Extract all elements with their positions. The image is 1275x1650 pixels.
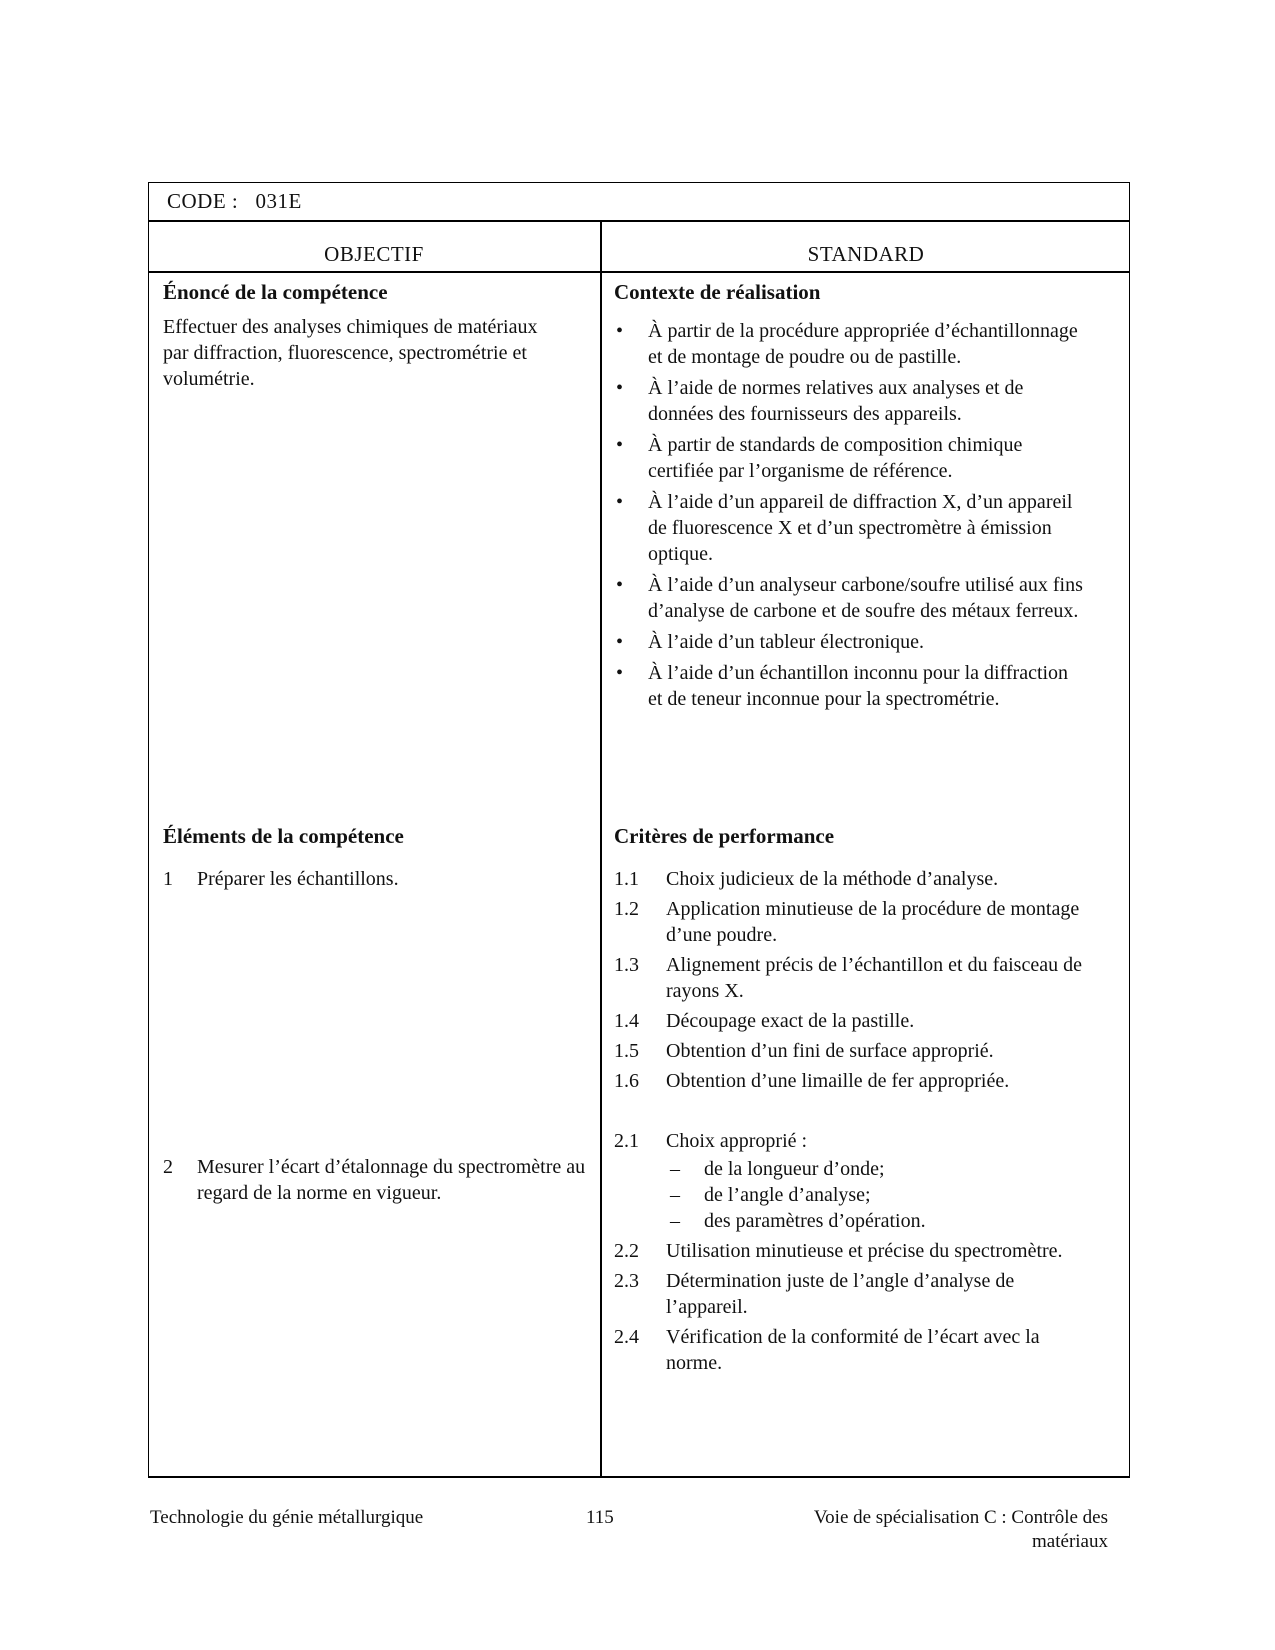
criterion	[614, 1038, 1119, 1064]
dash-icon: –	[670, 1158, 680, 1180]
list-item	[614, 489, 1084, 567]
criterion-text: Choix approprié :	[666, 1130, 808, 1152]
bullet-icon: •	[616, 574, 624, 596]
criterion	[614, 952, 1119, 1004]
criterion-number: 1.1	[614, 868, 639, 890]
element-item	[163, 866, 587, 892]
sub-list	[666, 1156, 1094, 1234]
element-item	[163, 1154, 597, 1206]
criterion-number: 2.1	[614, 1130, 639, 1152]
sub-item-text: de l’angle d’analyse;	[704, 1184, 871, 1206]
criterion-number: 1.2	[614, 898, 639, 920]
criterion-number: 1.4	[614, 1010, 639, 1032]
criterion-number: 1.6	[614, 1070, 639, 1092]
footer-specialization: Voie de spécialisation C : Contrôle des matériaux	[813, 1507, 1108, 1552]
elements-heading: Éléments de la compétence	[163, 824, 404, 848]
list-item-text: À l’aide d’un appareil de diffraction X, d’un appareil de fluorescence X et d’un spectromètre à émission optique.	[648, 491, 1073, 565]
criterion-text: Vérification de la conformité de l’écart avec la norme.	[666, 1326, 1040, 1374]
list-item	[614, 432, 1084, 484]
criterion	[614, 896, 1119, 948]
list-item-text: À l’aide d’un analyseur carbone/soufre utilisé aux fins d’analyse de carbone et de soufre des métaux ferreux.	[648, 574, 1083, 622]
criterion	[614, 1008, 1119, 1034]
contexte-heading: Contexte de réalisation	[614, 280, 821, 304]
element-text: Mesurer l’écart d’étalonnage du spectromètre au regard de la norme en vigueur.	[197, 1156, 586, 1204]
criteres-list-2	[614, 1128, 1094, 1380]
code-label: CODE :	[167, 189, 239, 213]
criterion-text: Utilisation minutieuse et précise du spectromètre.	[666, 1240, 1063, 1262]
sub-item	[666, 1156, 1094, 1182]
criterion-number: 2.2	[614, 1240, 639, 1262]
column-header-objectif: OBJECTIF	[324, 242, 424, 266]
criterion-text: Découpage exact de la pastille.	[666, 1010, 915, 1032]
list-item-text: À l’aide de normes relatives aux analyses et de données des fournisseurs des appareils.	[648, 377, 1024, 425]
column-divider	[600, 221, 602, 1478]
criteres-list-1	[614, 866, 1119, 1098]
list-item	[614, 660, 1084, 712]
list-item	[614, 375, 1084, 427]
dash-icon: –	[670, 1184, 680, 1206]
bullet-icon: •	[616, 320, 624, 342]
criterion-text: Détermination juste de l’angle d’analyse de l’appareil.	[666, 1270, 1015, 1318]
code-row	[167, 189, 302, 214]
sub-item	[666, 1208, 1094, 1234]
criterion-number: 2.4	[614, 1326, 639, 1348]
criterion	[614, 1238, 1094, 1264]
criterion-text: Choix judicieux de la méthode d’analyse.	[666, 868, 999, 890]
element-text: Préparer les échantillons.	[197, 868, 399, 890]
criterion	[614, 1068, 1119, 1094]
contexte-list	[614, 318, 1084, 717]
element-number: 1	[163, 868, 173, 890]
bullet-icon: •	[616, 377, 624, 399]
page-number: 115	[586, 1507, 614, 1528]
criteres-heading: Critères de performance	[614, 824, 835, 848]
element-number: 2	[163, 1156, 173, 1178]
code-value: 031E	[255, 189, 302, 213]
criterion-text: Application minutieuse de la procédure de montage d’une poudre.	[666, 898, 1080, 946]
column-header-standard: STANDARD	[807, 242, 925, 266]
divider	[148, 271, 1130, 273]
criterion-number: 1.5	[614, 1040, 639, 1062]
criterion	[614, 866, 1119, 892]
list-item-text: À l’aide d’un échantillon inconnu pour la diffraction et de teneur inconnue pour la spectrométrie.	[648, 662, 1069, 710]
footer-program: Technologie du génie métallurgique	[150, 1507, 424, 1528]
list-item	[614, 318, 1084, 370]
sub-item-text: des paramètres d’opération.	[704, 1210, 926, 1232]
bullet-icon: •	[616, 491, 624, 513]
enonce-heading: Énoncé de la compétence	[163, 280, 388, 304]
criterion-text: Alignement précis de l’échantillon et du faisceau de rayons X.	[666, 954, 1082, 1002]
sub-item	[666, 1182, 1094, 1208]
list-item-text: À partir de la procédure appropriée d’échantillonnage et de montage de poudre ou de pastille.	[648, 320, 1078, 368]
criterion-text: Obtention d’une limaille de fer appropriée.	[666, 1070, 1010, 1092]
list-item	[614, 572, 1084, 624]
enonce-text: Effectuer des analyses chimiques de matériaux par diffraction, fluorescence, spectrométrie et volumétrie.	[163, 316, 538, 390]
criterion	[614, 1268, 1094, 1320]
sub-item-text: de la longueur d’onde;	[704, 1158, 885, 1180]
list-item-text: À l’aide d’un tableur électronique.	[648, 631, 924, 653]
bullet-icon: •	[616, 662, 624, 684]
bullet-icon: •	[616, 434, 624, 456]
criterion	[614, 1128, 1094, 1234]
list-item-text: À partir de standards de composition chimique certifiée par l’organisme de référence.	[648, 434, 1023, 482]
list-item	[614, 629, 1084, 655]
criterion-text: Obtention d’un fini de surface approprié.	[666, 1040, 994, 1062]
bullet-icon: •	[616, 631, 624, 653]
criterion	[614, 1324, 1094, 1376]
dash-icon: –	[670, 1210, 680, 1232]
criterion-number: 2.3	[614, 1270, 639, 1292]
criterion-number: 1.3	[614, 954, 639, 976]
divider	[148, 220, 1130, 222]
